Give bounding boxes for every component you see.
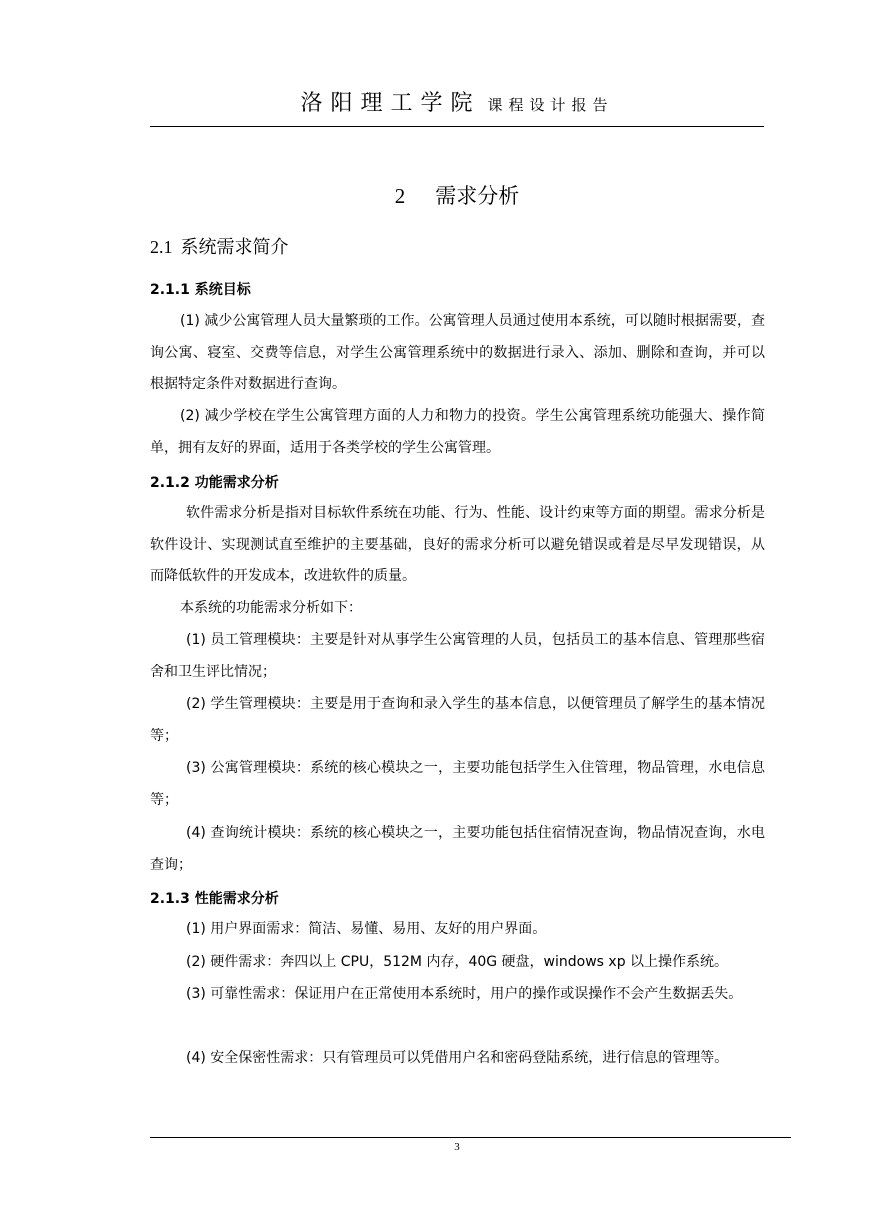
list-item: (1) 用户界面需求：简洁、易懂、易用、友好的用户界面。 <box>186 921 547 937</box>
footer-divider <box>150 1137 791 1138</box>
list-item: (3) 公寓管理模块：系统的核心模块之一，主要功能包括学生入住管理，物品管理，水电信息等； <box>150 760 765 808</box>
page-header <box>150 86 764 117</box>
chapter-title <box>150 180 764 210</box>
section-number: 2.1 <box>150 237 173 257</box>
page-number: 3 <box>454 1141 460 1153</box>
school-name: 洛阳理工学院 <box>300 91 481 116</box>
section-heading <box>150 233 289 259</box>
header-divider <box>150 126 764 127</box>
subsection-heading-1: 2.1.1 系统目标 <box>150 282 251 298</box>
paragraph: 软件需求分析是指对目标软件系统在功能、行为、性能、设计约束等方面的期望。需求分析是软件设计、实现测试直至维护的主要基础，良好的需求分析可以避免错误或着是尽早发现错误，从而降低软件的开发成本，改进软件的质量。 <box>150 505 765 584</box>
subsection-heading-3: 2.1.3 性能需求分析 <box>150 891 279 907</box>
list-item: (4) 查询统计模块：系统的核心模块之一，主要功能包括住宿情况查询，物品情况查询，水电查询； <box>150 825 765 873</box>
chapter-name: 需求分析 <box>435 184 520 208</box>
chapter-number: 2 <box>394 184 406 208</box>
paragraph: 本系统的功能需求分析如下： <box>180 600 362 616</box>
list-item: (4) 安全保密性需求：只有管理员可以凭借用户名和密码登陆系统，进行信息的管理等。 <box>186 1050 729 1066</box>
list-item: (1) 员工管理模块：主要是针对从事学生公寓管理的人员，包括员工的基本信息、管理那些宿舍和卫生评比情况； <box>150 632 765 680</box>
list-item: (2) 硬件需求：奔四以上 CPU，512M 内存，40G 硬盘，windows xp 以上操作系统。 <box>186 954 729 970</box>
report-type: 课程设计报告 <box>487 96 614 114</box>
list-item: (2) 学生管理模块：主要是用于查询和录入学生的基本信息，以便管理员了解学生的基本情况等； <box>150 696 765 744</box>
subsection-heading-2: 2.1.2 功能需求分析 <box>150 475 279 491</box>
section-name: 系统需求简介 <box>180 237 289 258</box>
paragraph: (1) 减少公寓管理人员大量繁琐的工作。公寓管理人员通过使用本系统，可以随时根据需要，查询公寓、寝室、交费等信息，对学生公寓管理系统中的数据进行录入、添加、删除和查询，并可以根据特定条件对数据进行查询。 <box>150 313 765 392</box>
paragraph: (2) 减少学校在学生公寓管理方面的人力和物力的投资。学生公寓管理系统功能强大、操作简单，拥有友好的界面，适用于各类学校的学生公寓管理。 <box>150 408 765 456</box>
list-item: (3) 可靠性需求：保证用户在正常使用本系统时，用户的操作或误操作不会产生数据丢失。 <box>186 986 743 1002</box>
